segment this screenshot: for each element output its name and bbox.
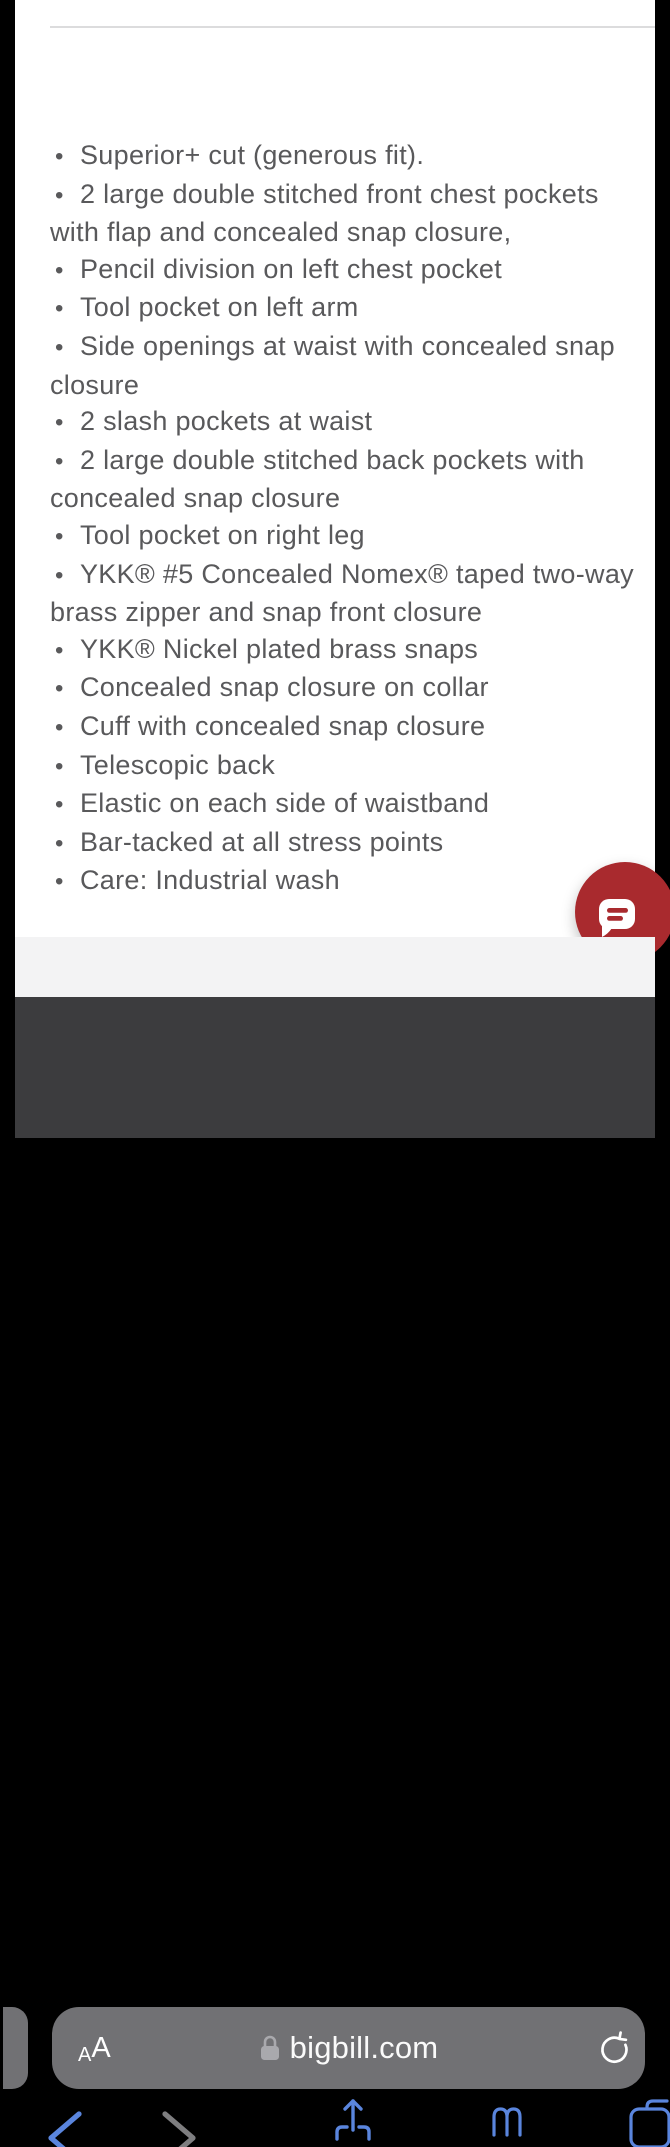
refresh-icon[interactable] bbox=[595, 2030, 631, 2066]
feature-item bbox=[50, 251, 655, 290]
feature-item-continuation bbox=[50, 480, 655, 517]
feature-text: closure bbox=[50, 369, 140, 400]
feature-item bbox=[50, 669, 655, 708]
feature-item bbox=[50, 631, 655, 670]
bullet-icon: • bbox=[55, 409, 64, 437]
bullet-icon: • bbox=[55, 143, 64, 170]
feature-text: Care: Industrial wash bbox=[80, 865, 340, 896]
bullet-icon: • bbox=[55, 447, 64, 475]
feature-item bbox=[50, 708, 655, 747]
section-divider bbox=[50, 26, 655, 28]
bullet-icon: • bbox=[55, 256, 64, 284]
safari-bottom-toolbar bbox=[15, 997, 655, 2066]
feature-text: YKK® Nickel plated brass snaps bbox=[80, 633, 479, 664]
mobile-safari-screen bbox=[15, 0, 655, 2066]
bookmarks-icon[interactable] bbox=[492, 2106, 526, 2135]
feature-item bbox=[50, 289, 655, 328]
bullet-icon: • bbox=[55, 522, 64, 550]
feature-text: with flap and concealed snap closure, bbox=[50, 217, 512, 248]
feature-text: concealed snap closure bbox=[50, 483, 341, 514]
reader-options-button[interactable] bbox=[52, 2007, 162, 2089]
address-bar[interactable] bbox=[52, 2007, 645, 2089]
feature-item bbox=[50, 137, 655, 176]
feature-item bbox=[50, 442, 655, 481]
feature-text: Elastic on each side of waistband bbox=[80, 788, 490, 819]
feature-text: 2 large double stitched back pockets with bbox=[80, 444, 585, 475]
forward-icon[interactable] bbox=[157, 2107, 201, 2147]
bullet-icon: • bbox=[55, 333, 64, 361]
reader-large-a: A bbox=[91, 2031, 111, 2064]
feature-text: Superior+ cut (generous fit). bbox=[80, 140, 425, 170]
feature-item bbox=[50, 328, 655, 367]
feature-item bbox=[50, 176, 655, 215]
tabs-icon[interactable] bbox=[627, 2097, 655, 2135]
feature-item bbox=[50, 785, 655, 824]
feature-text: Bar-tacked at all stress points bbox=[80, 826, 444, 857]
page-footer-strip bbox=[15, 937, 655, 997]
feature-text: Pencil division on left chest pocket bbox=[80, 253, 503, 284]
reader-small-a: A bbox=[78, 2043, 92, 2066]
feature-item bbox=[50, 862, 655, 901]
feature-item-continuation bbox=[50, 214, 655, 251]
feature-item bbox=[50, 403, 655, 442]
bullet-icon: • bbox=[55, 829, 64, 857]
feature-text: Telescopic back bbox=[80, 749, 276, 780]
feature-item bbox=[50, 556, 655, 595]
feature-text: Tool pocket on right leg bbox=[80, 519, 365, 550]
feature-item-continuation bbox=[50, 367, 655, 404]
feature-text: brass zipper and snap front closure bbox=[50, 597, 483, 628]
back-icon[interactable] bbox=[43, 2107, 87, 2147]
bullet-icon: • bbox=[55, 636, 64, 664]
bullet-icon: • bbox=[55, 713, 64, 741]
feature-text: Concealed snap closure on collar bbox=[80, 672, 489, 703]
feature-text: 2 slash pockets at waist bbox=[80, 406, 373, 437]
feature-item bbox=[50, 824, 655, 863]
url-text: bigbill.com bbox=[289, 2030, 439, 2065]
bullet-icon: • bbox=[55, 295, 64, 323]
lock-icon bbox=[259, 2033, 281, 2063]
bullet-icon: • bbox=[55, 561, 64, 589]
feature-item bbox=[50, 747, 655, 786]
feature-item bbox=[50, 517, 655, 556]
feature-text: 2 large double stitched front chest pockets bbox=[80, 178, 599, 209]
bullet-icon: • bbox=[55, 181, 64, 209]
feature-text: Tool pocket on left arm bbox=[80, 292, 359, 323]
feature-text: Cuff with concealed snap closure bbox=[80, 710, 486, 741]
share-icon[interactable] bbox=[332, 2098, 376, 2135]
feature-item-continuation bbox=[50, 594, 655, 631]
bullet-icon: • bbox=[55, 752, 64, 780]
bullet-icon: • bbox=[55, 675, 64, 703]
previous-tab-stub[interactable] bbox=[3, 2007, 28, 2089]
bullet-icon: • bbox=[55, 791, 64, 819]
feature-text: Side openings at waist with concealed snap bbox=[80, 330, 615, 361]
feature-text: YKK® #5 Concealed Nomex® taped two-way bbox=[80, 558, 634, 589]
bullet-icon: • bbox=[55, 868, 64, 896]
feature-list bbox=[50, 137, 655, 901]
